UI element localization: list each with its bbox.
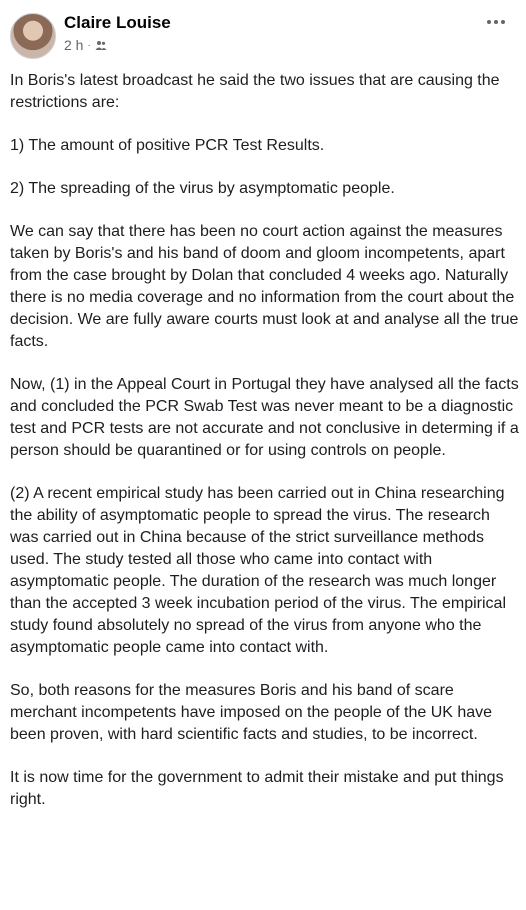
post-paragraph: So, both reasons for the measures Boris and his band of scare merchant incompetents have imposed on the people of the UK have been proven, with hard scientific facts and studies, to be incorrect. bbox=[10, 682, 493, 743]
post-body bbox=[10, 70, 520, 832]
post-timestamp[interactable]: 2 h bbox=[64, 37, 84, 53]
avatar[interactable] bbox=[10, 13, 56, 59]
post-paragraph: 1) The amount of positive PCR Test Results. bbox=[10, 137, 325, 154]
friends-icon[interactable] bbox=[95, 40, 107, 50]
post-paragraph: It is now time for the government to admit their mistake and put things right. bbox=[10, 769, 504, 808]
post-meta bbox=[64, 37, 107, 53]
author-name[interactable]: Claire Louise bbox=[64, 13, 171, 32]
post-paragraph: Now, (1) in the Appeal Court in Portugal they have analysed all the facts and concluded the PCR Swab Test was never meant to be a diagnostic test and PCR tests are not accurate and not conclusive in determing if a person should be quarantined or for using controls on people. bbox=[10, 376, 519, 459]
post-header bbox=[10, 10, 516, 60]
post-paragraph: (2) A recent empirical study has been carried out in China researching the ability of asymptomatic people to spread the virus. The research was carried out in China because of the strict surveillance methods used. The study tested all those who came into contact with asymptomatic people. The duration of the research was much longer than the accepted 3 week incubation period of the virus. The empirical study found absolutely no spread of the virus from anyone who the asymptomatic people came into contact with. bbox=[10, 485, 506, 656]
meta-separator: · bbox=[87, 39, 91, 51]
post-paragraph: We can say that there has been no court action against the measures taken by Boris's and his band of doom and gloom incompetents, apart from the case brought by Dolan that concluded 4 weeks ago. Naturally there is no media coverage and no information from the court about the decision. We are fully aware courts must look at and analyse all the true facts. bbox=[10, 223, 519, 350]
post-paragraph: 2) The spreading of the virus by asymptomatic people. bbox=[10, 180, 395, 197]
post-paragraph: In Boris's latest broadcast he said the two issues that are causing the restrictions are: bbox=[10, 72, 500, 111]
more-options-icon[interactable] bbox=[482, 12, 510, 32]
